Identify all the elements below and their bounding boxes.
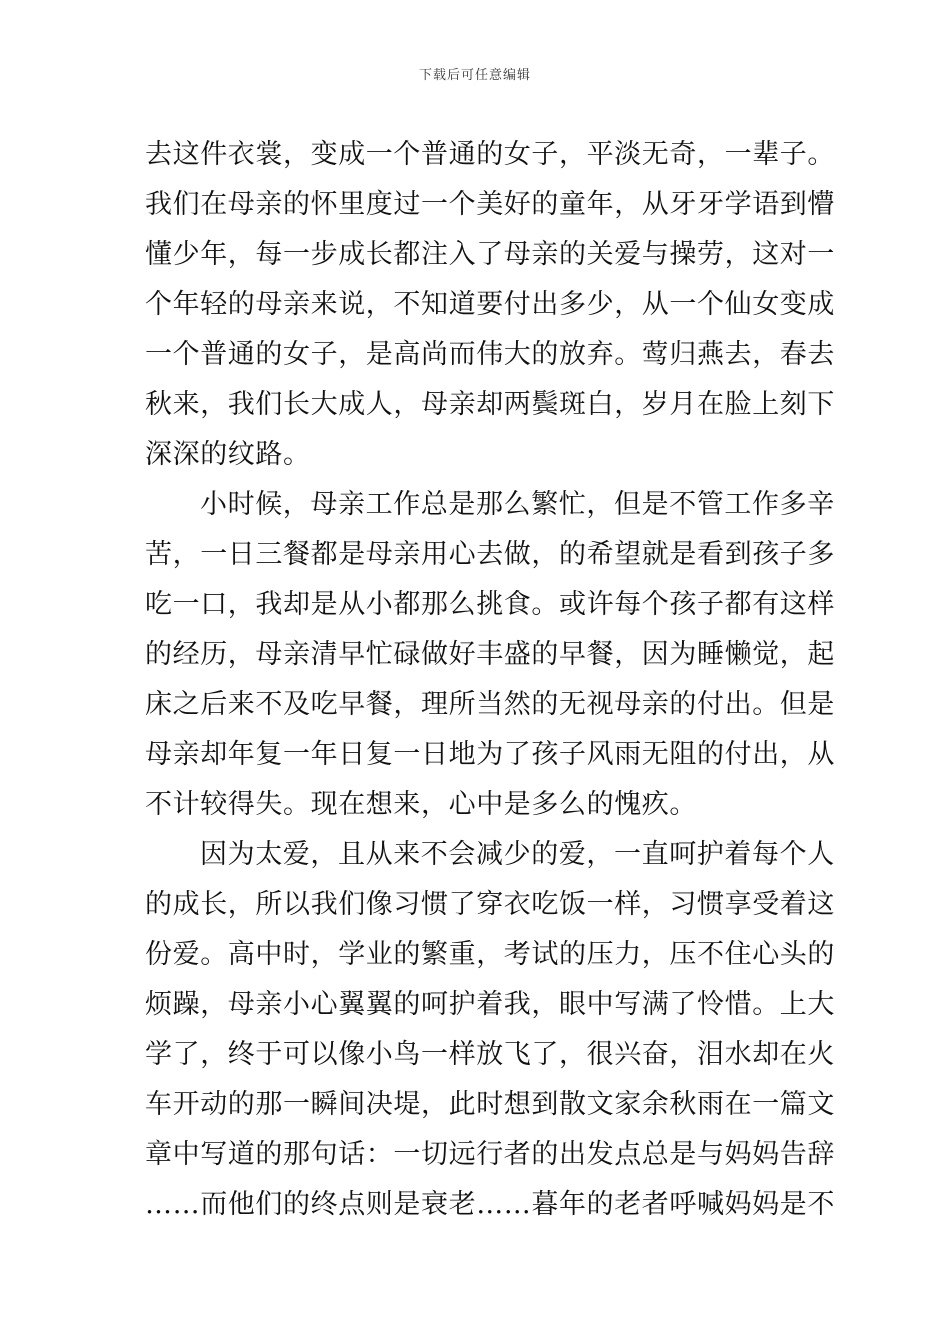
text-line: 车开动的那一瞬间决堤，此时想到散文家余秋雨在一篇文	[145, 1089, 835, 1120]
text-line: 深深的纹路。	[145, 439, 311, 470]
page-header: 下载后可任意编辑	[418, 68, 531, 83]
text-line: 因为太爱，且从来不会减少的爱，一直呵护着每个人	[200, 839, 835, 870]
paragraph-2	[145, 480, 835, 830]
text-line: 烦躁，母亲小心翼翼的呵护着我，眼中写满了怜惜。上大	[145, 989, 835, 1020]
text-line: 一个普通的女子，是高尚而伟大的放弃。莺归燕去，春去	[145, 339, 835, 370]
text-line: 章中写道的那句话：一切远行者的出发点总是与妈妈告辞	[145, 1139, 835, 1170]
text-line: 秋来，我们长大成人，母亲却两鬓斑白，岁月在脸上刻下	[145, 389, 835, 420]
text-line: 苦，一日三餐都是母亲用心去做，的希望就是看到孩子多	[145, 539, 835, 570]
text-line: 去这件衣裳，变成一个普通的女子，平淡无奇，一辈子。	[145, 139, 835, 170]
text-line: 小时候，母亲工作总是那么繁忙，但是不管工作多辛	[200, 489, 835, 520]
document-body	[145, 130, 835, 1230]
text-line: 我们在母亲的怀里度过一个美好的童年，从牙牙学语到懵	[145, 189, 835, 220]
text-line: 学了，终于可以像小鸟一样放飞了，很兴奋，泪水却在火	[145, 1039, 835, 1070]
paragraph-3	[145, 830, 835, 1230]
text-line: 个年轻的母亲来说，不知道要付出多少，从一个仙女变成	[145, 289, 835, 320]
text-line: 母亲却年复一年日复一日地为了孩子风雨无阻的付出，从	[145, 739, 835, 770]
text-line: 的成长，所以我们像习惯了穿衣吃饭一样，习惯享受着这	[145, 889, 835, 920]
text-line: 份爱。高中时，学业的繁重，考试的压力，压不住心头的	[145, 939, 835, 970]
text-line: 吃一口，我却是从小都那么挑食。或许每个孩子都有这样	[145, 589, 835, 620]
paragraph-1	[145, 130, 835, 480]
text-line: 的经历，母亲清早忙碌做好丰盛的早餐，因为睡懒觉，起	[145, 639, 835, 670]
text-line: 懂少年，每一步成长都注入了母亲的关爱与操劳，这对一	[145, 239, 835, 270]
text-line: 不计较得失。现在想来，心中是多么的愧疚。	[145, 789, 697, 820]
text-line: 床之后来不及吃早餐，理所当然的无视母亲的付出。但是	[145, 689, 835, 720]
text-line: ……而他们的终点则是衰老……暮年的老者呼喊妈妈是不	[145, 1189, 835, 1220]
